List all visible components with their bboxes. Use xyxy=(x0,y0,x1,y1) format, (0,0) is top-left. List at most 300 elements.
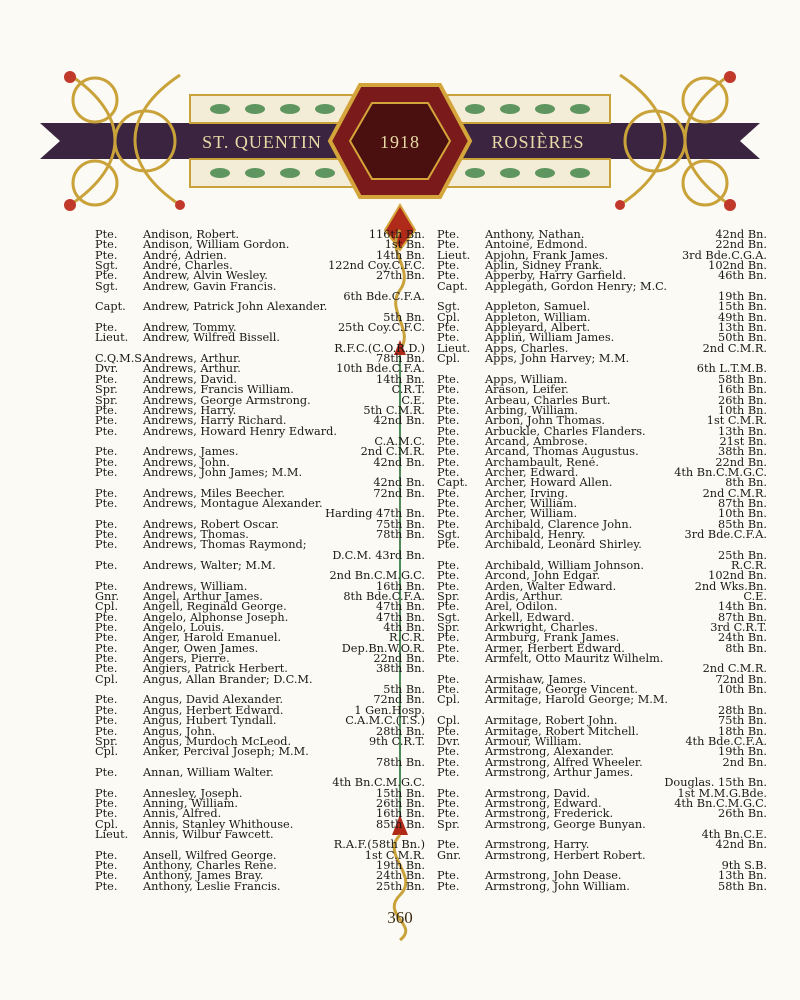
entry-name: Apps, John Harvey; M.M. xyxy=(485,352,630,366)
entry-unit: 42nd Bn. xyxy=(373,455,425,469)
entry-name: Arden, Walter Edward. xyxy=(485,579,617,593)
entry-unit: 3rd C.R.T. xyxy=(710,621,767,635)
entry-unit: 42nd Bn. xyxy=(373,476,425,490)
entry-name: Andrews, David. xyxy=(143,372,238,386)
entry-name: Andison, William Gordon. xyxy=(143,238,290,252)
entry-name: Angus, John. xyxy=(143,724,216,738)
entry-name: Aplin, Sidney Frank. xyxy=(485,259,603,273)
entry-unit: 22nd Bn. xyxy=(715,455,767,469)
entry-unit: R.C.R. xyxy=(730,559,767,572)
entry-rank: Pte. xyxy=(95,465,118,479)
entry-rank: Pte. xyxy=(437,321,460,335)
entry-unit: 10th Bn. xyxy=(718,403,767,417)
entry-name: Ardis, Arthur. xyxy=(485,590,563,604)
entry-unit: R.C.R. xyxy=(388,631,425,645)
entry-rank: Sgt. xyxy=(95,279,119,293)
entry-rank: Pte. xyxy=(95,424,118,438)
entry-name: Arcand, Thomas Augustus. xyxy=(485,445,639,459)
entry-rank: Pte. xyxy=(437,455,460,469)
banner-left-title: ST. QUENTIN xyxy=(202,132,322,152)
entry-name: Andrews, John. xyxy=(143,455,230,469)
entry-name: Archer, Irving. xyxy=(485,486,569,500)
entry-unit: 19th Bn. xyxy=(718,290,767,304)
roll-entry xyxy=(437,879,767,893)
entry-name: Arcond, John Edgar. xyxy=(485,569,601,583)
entry-name: Archibald, Henry. xyxy=(485,527,586,541)
entry-unit: 78th Bn. xyxy=(376,755,425,769)
entry-name: Angus, Hubert Tyndall. xyxy=(143,714,277,728)
entry-unit: 28th Bn. xyxy=(718,703,767,717)
entry-unit: 13th Bn. xyxy=(718,424,767,438)
entry-unit: 9th S.B. xyxy=(721,858,767,872)
entry-name: Anger, Owen James. xyxy=(143,641,259,655)
entry-name: Andrews, Walter; M.M. xyxy=(143,559,276,572)
entry-unit: 14th Bn. xyxy=(376,372,425,386)
entry-rank: C.Q.M.S. xyxy=(95,352,146,366)
entry-unit: C.E. xyxy=(743,590,767,604)
entry-unit: 6th L.T.M.B. xyxy=(696,362,767,376)
entry-unit: 26th Bn. xyxy=(718,393,767,407)
entry-name: Annesley, Joseph. xyxy=(143,786,243,800)
entry-rank: Pte. xyxy=(95,662,118,676)
entry-rank: Pte. xyxy=(95,714,118,728)
entry-rank: Pte. xyxy=(95,559,118,572)
entry-rank: Cpl. xyxy=(437,352,461,366)
entry-unit: 78th Bn. xyxy=(376,527,425,541)
entry-rank: Pte. xyxy=(437,228,460,241)
entry-name: Archibald, Leonard Shirley. xyxy=(485,538,642,552)
entry-unit: 87th Bn. xyxy=(718,496,767,510)
entry-name: Arkwright, Charles. xyxy=(485,621,599,635)
entry-rank: Capt. xyxy=(95,300,126,314)
entry-name: Annis, Stanley Whithouse. xyxy=(143,817,294,831)
entry-unit: 19th Bn. xyxy=(718,745,767,759)
entry-rank: Pte. xyxy=(437,631,460,645)
entry-unit: C.R.T. xyxy=(391,383,425,397)
entry-rank: Cpl. xyxy=(437,693,461,707)
entry-unit: 24th Bn. xyxy=(376,869,425,883)
entry-name: Armstrong, Edward. xyxy=(485,796,602,810)
entry-unit: 4th Bn. xyxy=(383,621,425,635)
entry-name: Andrew, Tommy. xyxy=(143,321,237,335)
entry-name: Annis, Alfred. xyxy=(143,807,222,821)
entry-name: Angus, Murdoch McLeod. xyxy=(143,734,292,748)
entry-rank: Cpl. xyxy=(95,745,119,759)
entry-rank: Pte. xyxy=(437,465,460,479)
entry-unit: 2nd C.M.R. xyxy=(702,341,767,355)
entry-name: Armitage, Harold George; M.M. xyxy=(485,693,669,707)
entry-name: Apps, William. xyxy=(485,372,568,386)
entry-rank: Spr. xyxy=(95,393,118,407)
entry-name: Arbuckle, Charles Flanders. xyxy=(485,424,646,438)
entry-name: Annan, William Walter. xyxy=(143,765,274,779)
entry-name: Angiers, Patrick Herbert. xyxy=(143,662,288,676)
entry-rank: Pte. xyxy=(95,579,118,593)
entry-rank: Pte. xyxy=(95,807,118,821)
entry-name: Arkell, Edward. xyxy=(485,610,575,624)
entry-unit: R.A.F.(58th Bn.) xyxy=(333,838,425,852)
entry-unit: 47th Bn. xyxy=(376,600,425,614)
banner-year: 1918 xyxy=(380,132,420,152)
entry-rank: Pte. xyxy=(437,424,460,438)
entry-rank: Pte. xyxy=(95,517,118,531)
entry-unit: 87th Bn. xyxy=(718,610,767,624)
entry-unit: 14th Bn. xyxy=(718,600,767,614)
entry-rank: Pte. xyxy=(437,796,460,810)
entry-unit: C.E. xyxy=(401,393,425,407)
entry-unit: 9th C.R.T. xyxy=(369,734,425,748)
entry-name: Anning, William. xyxy=(143,796,238,810)
entry-name: Apps, Charles. xyxy=(485,341,569,355)
entry-name: Antoine, Edmond. xyxy=(485,238,588,252)
entry-name: Armstrong, John William. xyxy=(485,879,630,893)
entry-unit: 6th Bde.C.F.A. xyxy=(343,290,425,304)
entry-unit: 4th Bn.C.M.G.C. xyxy=(674,465,767,479)
entry-name: Annis, Wilbur Fawcett. xyxy=(143,827,274,841)
entry-name: Andrews, Arthur. xyxy=(143,362,241,376)
entry-unit: 72nd Bn. xyxy=(373,486,425,500)
entry-unit: 1st M.M.G.Bde. xyxy=(677,786,767,800)
entry-name: Anthony, James Bray. xyxy=(143,869,264,883)
roll-entry xyxy=(95,672,425,686)
entry-rank: Pte. xyxy=(437,331,460,345)
entry-rank: Pte. xyxy=(437,507,460,521)
entry-name: Anthony, Leslie Francis. xyxy=(143,879,281,893)
entry-unit: Douglas. 15th Bn. xyxy=(664,776,767,790)
entry-rank: Pte. xyxy=(437,259,460,273)
entry-name: Arbing, William. xyxy=(485,403,578,417)
entry-unit: 116th Bn. xyxy=(368,228,425,241)
entry-rank: Pte. xyxy=(95,652,118,666)
entry-rank: Pte. xyxy=(95,879,118,893)
entry-unit: 72nd Bn. xyxy=(373,693,425,707)
entry-unit: 4th Bde.C.F.A. xyxy=(685,734,767,748)
entry-rank: Pte. xyxy=(437,879,460,893)
entry-rank: Spr. xyxy=(95,383,118,397)
entry-unit: 4th Bn.C.M.G.C. xyxy=(332,776,425,790)
entry-unit: 3rd Bde.C.G.A. xyxy=(681,248,767,262)
roll-entry xyxy=(95,302,425,312)
entry-name: Archibald, Clarence John. xyxy=(485,517,633,531)
entry-unit: 1st C.M.R. xyxy=(364,848,425,862)
entry-unit: 13th Bn. xyxy=(718,321,767,335)
entry-unit: R.F.C.(C.O.R.D.) xyxy=(334,341,425,355)
entry-name: Andison, Robert. xyxy=(143,228,240,241)
entry-rank: Pte. xyxy=(437,600,460,614)
entry-rank: Pte. xyxy=(95,228,118,241)
entry-unit: 2nd Bn. xyxy=(722,755,767,769)
entry-name: Andrews, William. xyxy=(143,579,248,593)
entry-rank: Pte. xyxy=(95,724,118,738)
entry-rank: Pte. xyxy=(95,445,118,459)
entry-name: Andrews, Thomas. xyxy=(143,527,249,541)
entry-rank: Pte. xyxy=(95,496,118,510)
entry-unit: 42nd Bn. xyxy=(373,414,425,428)
entry-rank: Pte. xyxy=(95,455,118,469)
entry-unit: 16th Bn. xyxy=(718,383,767,397)
page-number: 360 xyxy=(387,908,413,927)
entry-unit: 8th Bde.C.F.A. xyxy=(343,590,425,604)
entry-name: Armitage, George Vincent. xyxy=(485,683,638,697)
entry-unit: 22nd Bn. xyxy=(715,238,767,252)
entry-name: Andrews, Harry Richard. xyxy=(143,414,287,428)
entry-name: Angus, David Alexander. xyxy=(143,693,284,707)
entry-rank: Cpl. xyxy=(95,672,119,686)
entry-name: Armstrong, Arthur James. xyxy=(485,765,634,779)
entry-name: André, Adrien. xyxy=(143,248,227,262)
entry-rank: Pte. xyxy=(437,683,460,697)
entry-unit: 47th Bn. xyxy=(376,610,425,624)
entry-unit: 5th C.M.R. xyxy=(363,403,425,417)
entry-name: Armitage, Robert John. xyxy=(485,714,618,728)
entry-name: Armishaw, James. xyxy=(485,672,587,686)
entry-rank: Spr. xyxy=(95,734,118,748)
entry-unit: C.A.M.C. xyxy=(374,434,425,448)
entry-rank: Pte. xyxy=(437,724,460,738)
entry-unit: 2nd Bn.C.M.G.C. xyxy=(329,569,425,583)
entry-name: Andrews, Harry. xyxy=(143,403,237,417)
entry-unit: D.C.M. 43rd Bn. xyxy=(332,548,425,562)
entry-name: Andrews, Thomas Raymond; xyxy=(143,538,307,552)
entry-unit: 38th Bn. xyxy=(376,662,425,676)
entry-rank: Pte. xyxy=(95,527,118,541)
entry-unit: 15th Bn. xyxy=(376,786,425,800)
entry-rank: Pte. xyxy=(95,641,118,655)
entry-rank: Dvr. xyxy=(437,734,461,748)
entry-unit: 5th Bn. xyxy=(383,310,425,324)
entry-name: Angell, Reginald George. xyxy=(143,600,287,614)
entry-unit: 14th Bn. xyxy=(376,248,425,262)
entry-rank: Lieut. xyxy=(95,827,129,841)
entry-name: Appleton, Samuel. xyxy=(485,300,591,314)
entry-rank: Pte. xyxy=(95,403,118,417)
entry-rank: Pte. xyxy=(437,414,460,428)
entry-rank: Pte. xyxy=(437,496,460,510)
entry-name: Armitage, Robert Mitchell. xyxy=(485,724,639,738)
entry-rank: Pte. xyxy=(95,486,118,500)
entry-name: Andrews, Howard Henry Edward. xyxy=(143,424,337,438)
entry-rank: Pte. xyxy=(437,403,460,417)
entry-rank: Pte. xyxy=(437,238,460,252)
entry-name: Ansell, Wilfred George. xyxy=(143,848,277,862)
entry-rank: Pte. xyxy=(95,610,118,624)
entry-name: Arcand, Ambrose. xyxy=(485,434,588,448)
entry-name: Anger, Harold Emanuel. xyxy=(143,631,282,645)
entry-unit: 8th Bn. xyxy=(725,476,767,490)
entry-unit: 58th Bn. xyxy=(718,372,767,386)
entry-rank: Sgt. xyxy=(95,259,119,273)
entry-unit: 13th Bn. xyxy=(718,869,767,883)
entry-unit: 24th Bn. xyxy=(718,631,767,645)
entry-rank: Cpl. xyxy=(437,714,461,728)
entry-rank: Cpl. xyxy=(437,310,461,324)
entry-unit: 102nd Bn. xyxy=(708,259,767,273)
entry-name: Armstrong, George Bunyan. xyxy=(485,817,646,831)
entry-name: Andrews, Montague Alexander. xyxy=(143,496,323,510)
entry-unit: 4th Bn.C.E. xyxy=(701,827,767,841)
entry-unit: 49th Bn. xyxy=(718,310,767,324)
entry-unit: 2nd Wks.Bn. xyxy=(694,579,767,593)
entry-name: Andrews, John James; M.M. xyxy=(143,465,303,479)
entry-rank: Pte. xyxy=(437,765,460,779)
entry-name: Andrew, Wilfred Bissell. xyxy=(143,331,281,345)
entry-rank: Pte. xyxy=(437,869,460,883)
entry-unit: 1st Bn. xyxy=(384,238,425,252)
entry-name: Andrews, James. xyxy=(143,445,239,459)
entry-rank: Cpl. xyxy=(95,600,119,614)
entry-unit: 25th Bn. xyxy=(376,879,425,893)
entry-rank: Pte. xyxy=(437,569,460,583)
entry-rank: Capt. xyxy=(437,279,468,293)
entry-unit: 1 Gen.Hosp. xyxy=(354,703,425,717)
entry-unit: 25th Bn. xyxy=(718,548,767,562)
entry-unit: 50th Bn. xyxy=(718,331,767,345)
entry-unit: 5th Bn. xyxy=(383,683,425,697)
entry-rank: Pte. xyxy=(437,807,460,821)
entry-name: Appleyard, Albert. xyxy=(485,321,591,335)
entry-unit: 46th Bn. xyxy=(718,269,767,283)
entry-unit: 25th Coy.C.F.C. xyxy=(337,321,425,335)
entry-name: Armstrong, Harry. xyxy=(485,838,590,852)
entry-unit: 42nd Bn. xyxy=(715,838,767,852)
entry-rank: Pte. xyxy=(437,838,460,852)
entry-unit: 2nd C.M.R. xyxy=(702,486,767,500)
entry-unit: 10th Bn. xyxy=(718,507,767,521)
entry-rank: Pte. xyxy=(95,321,118,335)
entry-rank: Lieut. xyxy=(437,341,471,355)
entry-name: Armstrong, Alexander. xyxy=(485,745,615,759)
roll-entry xyxy=(437,848,767,862)
entry-rank: Capt. xyxy=(437,476,468,490)
entry-rank: Pte. xyxy=(437,445,460,459)
entry-name: André, Charles. xyxy=(143,259,233,273)
entry-rank: Pte. xyxy=(95,693,118,707)
entry-unit: Harding 47th Bn. xyxy=(325,507,425,521)
entry-rank: Gnr. xyxy=(437,848,462,862)
entry-unit: 28th Bn. xyxy=(376,724,425,738)
entry-unit: 75th Bn. xyxy=(718,714,767,728)
entry-name: Angers, Pierre. xyxy=(143,652,230,666)
entry-name: Andrews, Robert Oscar. xyxy=(143,517,280,531)
entry-name: Applegath, Gordon Henry; M.C. xyxy=(485,279,667,293)
entry-rank: Sgt. xyxy=(437,527,461,541)
entry-unit: 38th Bn. xyxy=(718,445,767,459)
entry-name: Armstrong, Frederick. xyxy=(485,807,614,821)
entry-name: Angus, Allan Brander; D.C.M. xyxy=(143,672,313,686)
entry-name: Armstrong, Alfred Wheeler. xyxy=(485,755,643,769)
entry-rank: Spr. xyxy=(437,621,460,635)
entry-rank: Pte. xyxy=(437,641,460,655)
entry-rank: Pte. xyxy=(437,652,460,666)
entry-name: Apperby, Harry Garfield. xyxy=(485,269,627,283)
entry-unit: C.A.M.C.(T.S.) xyxy=(345,714,425,728)
entry-unit: 42nd Bn. xyxy=(715,228,767,241)
entry-rank: Pte. xyxy=(437,269,460,283)
entry-name: Andrew, Gavin Francis. xyxy=(143,279,277,293)
entry-name: Arbeau, Charles Burt. xyxy=(485,393,611,407)
entry-unit: 16th Bn. xyxy=(376,579,425,593)
right-name-column xyxy=(437,230,767,892)
entry-unit: 85th Bn. xyxy=(718,517,767,531)
entry-unit: 85th Bn. xyxy=(376,817,425,831)
entry-rank: Pte. xyxy=(95,621,118,635)
entry-name: Archer, Edward. xyxy=(485,465,579,479)
entry-name: Armer, Herbert Edward. xyxy=(485,641,625,655)
entry-unit: 22nd Bn. xyxy=(373,652,425,666)
entry-rank: Pte. xyxy=(95,858,118,872)
entry-name: Arason, Leifer. xyxy=(485,383,569,397)
entry-unit: 2nd C.M.R. xyxy=(702,662,767,676)
roll-entry xyxy=(95,879,425,893)
entry-unit: 26th Bn. xyxy=(718,807,767,821)
entry-unit: 18th Bn. xyxy=(718,724,767,738)
entry-name: Armour, William. xyxy=(485,734,582,748)
entry-rank: Pte. xyxy=(437,372,460,386)
entry-unit: 4th Bn.C.M.G.C. xyxy=(674,796,767,810)
entry-unit: 75th Bn. xyxy=(376,517,425,531)
entry-rank: Dvr. xyxy=(95,362,119,376)
entry-unit: 19th Bn. xyxy=(376,858,425,872)
entry-rank: Pte. xyxy=(95,786,118,800)
entry-rank: Pte. xyxy=(437,755,460,769)
entry-rank: Pte. xyxy=(437,672,460,686)
entry-rank: Pte. xyxy=(437,434,460,448)
entry-rank: Pte. xyxy=(437,538,460,552)
entry-name: Armburg, Frank James. xyxy=(485,631,620,645)
entry-unit: 78th Bn. xyxy=(376,352,425,366)
entry-rank: Pte. xyxy=(437,383,460,397)
entry-unit: 8th Bn. xyxy=(725,641,767,655)
entry-name: Andrews, George Armstrong. xyxy=(143,393,311,407)
entry-unit: 72nd Bn. xyxy=(715,672,767,686)
entry-rank: Pte. xyxy=(95,703,118,717)
entry-unit: 1st C.M.R. xyxy=(706,414,767,428)
entry-name: Andrew, Alvin Wesley. xyxy=(143,269,268,283)
entry-name: Archibald, William Johnson. xyxy=(485,559,645,572)
entry-rank: Gnr. xyxy=(95,590,120,604)
entry-name: Andrews, Arthur. xyxy=(143,352,241,366)
entry-rank: Pte. xyxy=(437,486,460,500)
entry-rank: Pte. xyxy=(95,765,118,779)
entry-name: Apjohn, Frank James. xyxy=(485,248,609,262)
entry-unit: 27th Bn. xyxy=(376,269,425,283)
entry-name: Anthony, Charles Rene. xyxy=(143,858,277,872)
entry-unit: 10th Bde.C.F.A. xyxy=(336,362,425,376)
entry-unit: 21st Bn. xyxy=(719,434,767,448)
entry-name: Arbon, John Thomas. xyxy=(485,414,605,428)
entry-name: Arel, Odilon. xyxy=(485,600,558,614)
entry-rank: Spr. xyxy=(437,817,460,831)
entry-rank: Pte. xyxy=(95,538,118,552)
entry-name: Archer, William. xyxy=(485,496,578,510)
entry-unit: 10th Bn. xyxy=(718,683,767,697)
entry-rank: Pte. xyxy=(437,517,460,531)
entry-name: Applin, William James. xyxy=(485,331,615,345)
entry-name: Andrews, Francis William. xyxy=(143,383,294,397)
entry-rank: Sgt. xyxy=(437,610,461,624)
entry-unit: 102nd Bn. xyxy=(708,569,767,583)
entry-rank: Pte. xyxy=(437,393,460,407)
entry-name: Andrew, Patrick John Alexander. xyxy=(143,300,328,314)
entry-rank: Lieut. xyxy=(95,331,129,345)
entry-unit: 122nd Coy.C.F.C. xyxy=(328,259,425,273)
entry-rank: Spr. xyxy=(437,590,460,604)
entry-name: Armstrong, John Dease. xyxy=(485,869,622,883)
entry-name: Armfelt, Otto Mauritz Wilhelm. xyxy=(485,652,664,666)
entry-rank: Pte. xyxy=(95,372,118,386)
entry-rank: Pte. xyxy=(437,559,460,572)
entry-rank: Pte. xyxy=(95,269,118,283)
